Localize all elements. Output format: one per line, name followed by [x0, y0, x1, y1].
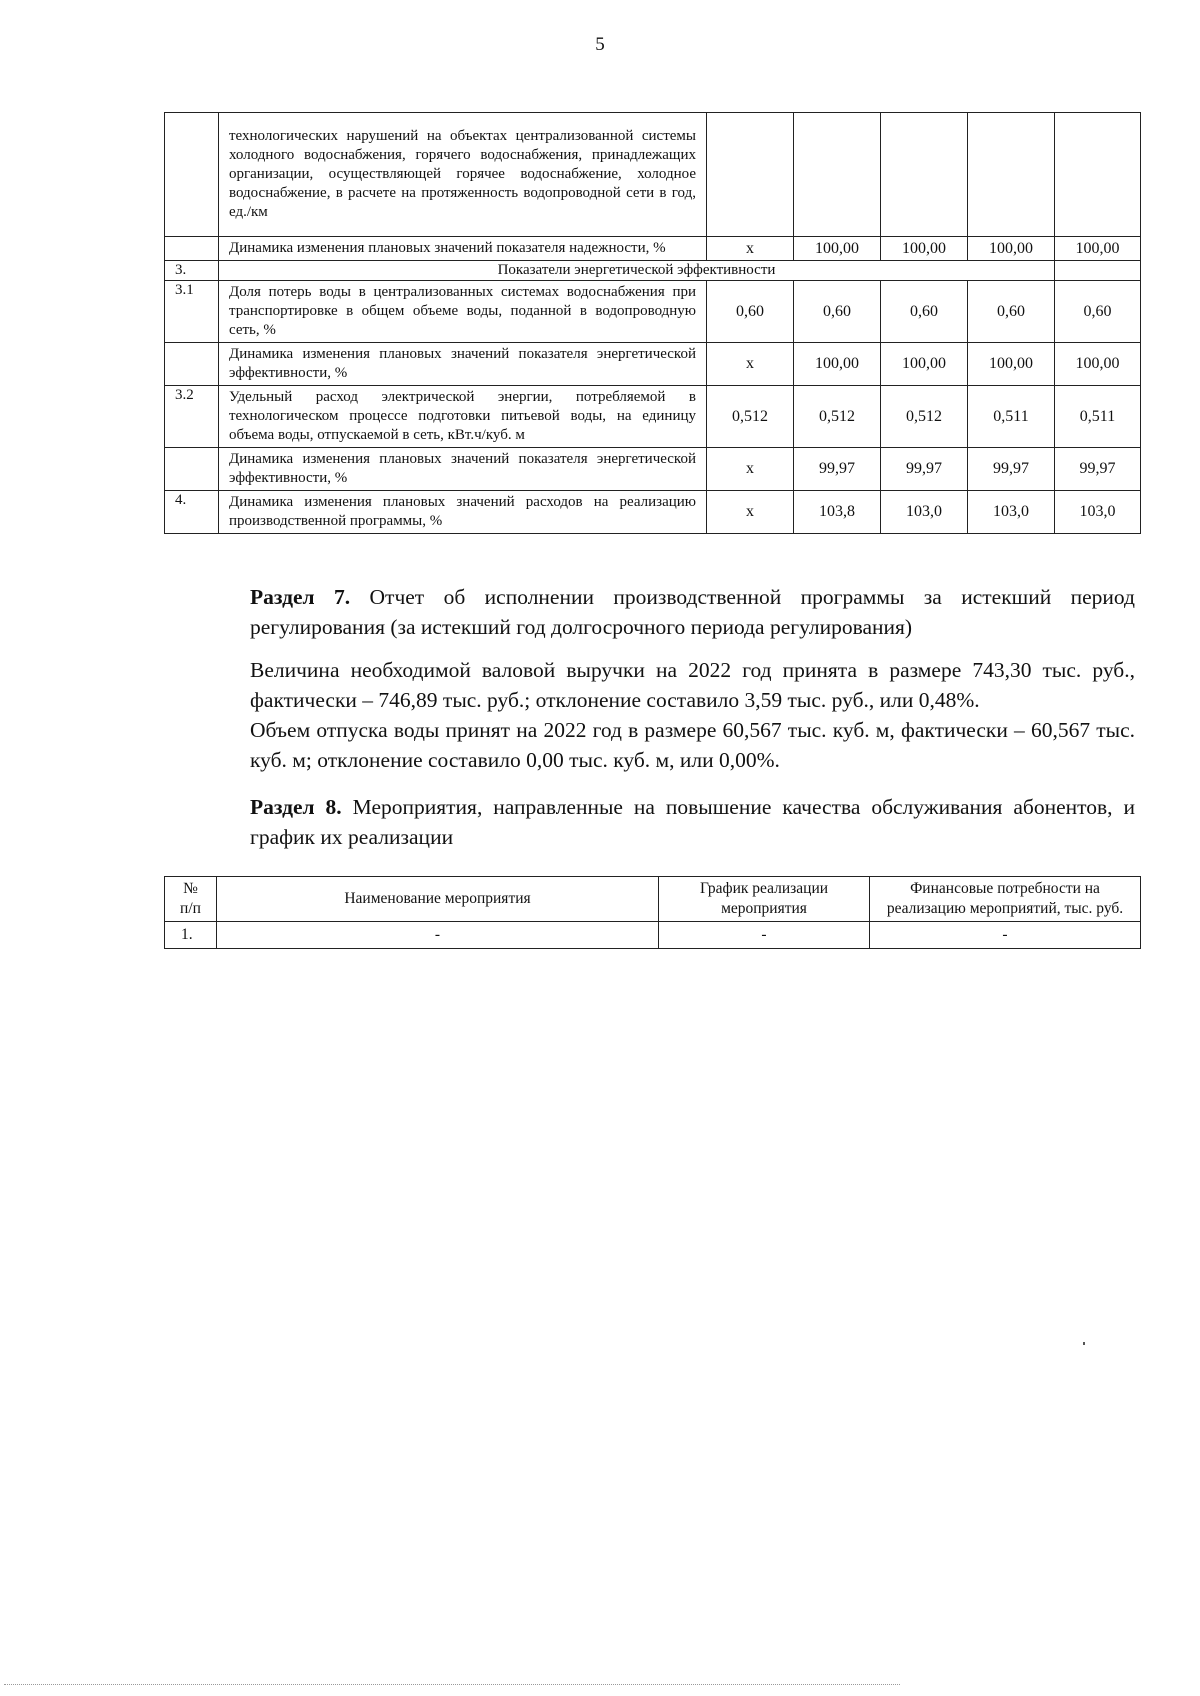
row-number	[165, 448, 219, 491]
table-row	[165, 237, 1141, 261]
value-cell: 100,00	[881, 343, 968, 386]
value-cell: 99,97	[1055, 448, 1141, 491]
table-row	[165, 386, 1141, 448]
value-cell: 0,512	[881, 386, 968, 448]
value-cell: 0,511	[968, 386, 1055, 448]
section-row	[165, 261, 1141, 281]
indicator-name: технологических нарушений на объектах централизованной системы холодного водоснабжения, горячего водоснабжения, принадлежащих организации, осуществляющей горячее водоснабжение, холодное водоснабжение, в расчете на протяженность водопроводной сети в год, ед./км	[219, 113, 707, 237]
indicator-name: Динамика изменения плановых значений показателя надежности, %	[219, 237, 707, 261]
value-cell	[707, 113, 794, 237]
indicator-name: Доля потерь воды в централизованных системах водоснабжения при транспортировке в общем объеме воды, поданной в водопроводную сеть, %	[219, 281, 707, 343]
value-cell: 99,97	[968, 448, 1055, 491]
section8-heading	[175, 792, 1135, 852]
header-schedule: График реализации мероприятия	[659, 877, 870, 922]
value-cell: 103,8	[794, 491, 881, 534]
measure-schedule: -	[659, 922, 870, 949]
section7-title: Отчет об исполнении производственной программы за истекший период регулирования (за истекший год долгосрочного периода регулирования)	[250, 585, 1135, 639]
section7-paragraph-1-text: Величина необходимой валовой выручки на 2022 год принята в размере 743,30 тыс. руб., фактически – 746,89 тыс. руб.; отклонение составило 3,59 тыс. руб., или 0,48%.	[250, 658, 1135, 712]
value-cell: 0,512	[707, 386, 794, 448]
header-name: Наименование мероприятия	[217, 877, 659, 922]
row-number: 3.2	[165, 386, 219, 448]
measure-name: -	[217, 922, 659, 949]
value-cell: 0,60	[1055, 281, 1141, 343]
section7-label: Раздел 7.	[250, 585, 351, 609]
row-number	[165, 237, 219, 261]
scan-footer-line	[4, 1684, 900, 1685]
section8-title: Мероприятия, направленные на повышение качества обслуживания абонентов, и график их реализации	[250, 795, 1135, 849]
measures-table	[164, 876, 1141, 949]
table-row	[165, 343, 1141, 386]
row-number: 4.	[165, 491, 219, 534]
row-number	[165, 343, 219, 386]
value-cell: 0,60	[707, 281, 794, 343]
value-cell	[968, 113, 1055, 237]
value-cell: 0,60	[968, 281, 1055, 343]
value-cell: х	[707, 448, 794, 491]
section7-heading	[175, 582, 1135, 642]
measure-finance: -	[870, 922, 1141, 949]
value-cell: 100,00	[794, 237, 881, 261]
indicators-table	[164, 112, 1141, 534]
value-cell: х	[707, 343, 794, 386]
value-cell: 100,00	[1055, 343, 1141, 386]
value-cell	[881, 113, 968, 237]
value-cell: 100,00	[968, 343, 1055, 386]
value-cell: 100,00	[1055, 237, 1141, 261]
table-header-row	[165, 877, 1141, 922]
value-cell: 103,0	[968, 491, 1055, 534]
page-number: 5	[595, 34, 605, 55]
section-title: Показатели энергетической эффективности	[219, 261, 1055, 281]
scan-speck	[1083, 1342, 1085, 1345]
indicator-name: Удельный расход электрической энергии, потребляемой в технологическом процессе подготовки питьевой воды, на единицу объема воды, отпускаемой в сеть, кВт.ч/куб. м	[219, 386, 707, 448]
row-number: 3.	[165, 261, 219, 281]
value-cell: 99,97	[881, 448, 968, 491]
table-row	[165, 281, 1141, 343]
value-cell: 0,60	[794, 281, 881, 343]
value-cell: 100,00	[968, 237, 1055, 261]
value-cell: 0,511	[1055, 386, 1141, 448]
empty-cell	[1055, 261, 1141, 281]
row-number: 1.	[165, 922, 217, 949]
value-cell: 99,97	[794, 448, 881, 491]
table-row	[165, 448, 1141, 491]
value-cell: 100,00	[881, 237, 968, 261]
header-finance: Финансовые потребности на реализацию мероприятий, тыс. руб.	[870, 877, 1141, 922]
indicator-name: Динамика изменения плановых значений показателя энергетической эффективности, %	[219, 343, 707, 386]
row-number: 3.1	[165, 281, 219, 343]
value-cell: 0,512	[794, 386, 881, 448]
section7-paragraph-2-text: Объем отпуска воды принят на 2022 год в размере 60,567 тыс. куб. м, фактически – 60,567 тыс. куб. м; отклонение составило 0,00 тыс. куб. м, или 0,00%.	[250, 718, 1135, 772]
table-row	[165, 491, 1141, 534]
indicator-name: Динамика изменения плановых значений расходов на реализацию производственной программы, %	[219, 491, 707, 534]
value-cell: х	[707, 237, 794, 261]
value-cell: 100,00	[794, 343, 881, 386]
header-num: № п/п	[165, 877, 217, 922]
table-row	[165, 922, 1141, 949]
value-cell: х	[707, 491, 794, 534]
section8-label: Раздел 8.	[250, 795, 342, 819]
value-cell: 0,60	[881, 281, 968, 343]
section7-paragraph-1	[175, 655, 1135, 715]
value-cell: 103,0	[881, 491, 968, 534]
value-cell	[794, 113, 881, 237]
value-cell	[1055, 113, 1141, 237]
value-cell: 103,0	[1055, 491, 1141, 534]
section7-paragraph-2	[175, 715, 1135, 775]
table-row	[165, 113, 1141, 237]
indicator-name: Динамика изменения плановых значений показателя энергетической эффективности, %	[219, 448, 707, 491]
row-number	[165, 113, 219, 237]
